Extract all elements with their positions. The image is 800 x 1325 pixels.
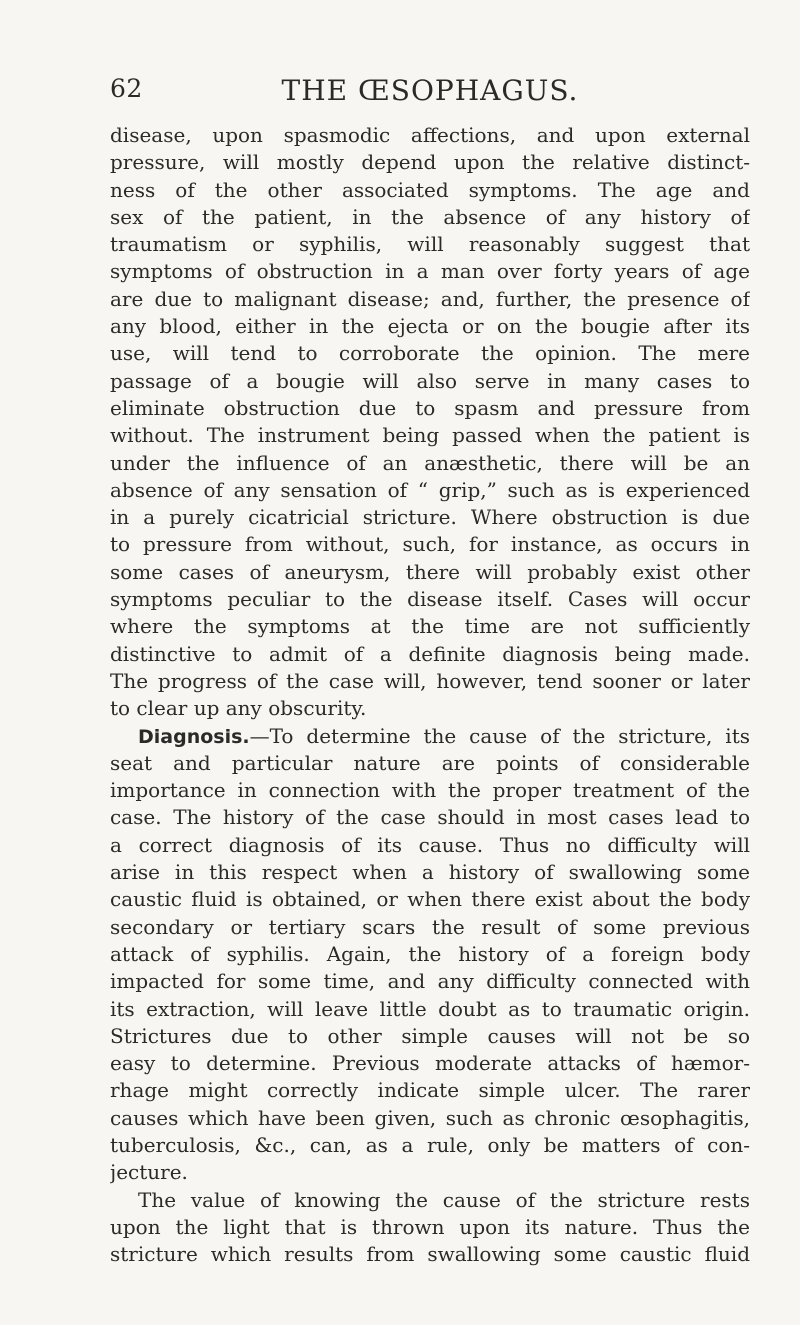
text-line: in a purely cicatricial stricture. Where obstruction is due: [110, 505, 750, 530]
text-line: arise in this respect when a history of swallowing some: [110, 860, 750, 885]
text-line: without. The instrument being passed when the patient is: [110, 423, 750, 448]
text-line: pressure, will mostly depend upon the relative distinct-: [110, 150, 750, 175]
text-line: a correct diagnosis of its cause. Thus no difficulty will: [110, 832, 750, 857]
text-line: eliminate obstruction due to spasm and pressure from: [110, 395, 750, 420]
text-line: where the symptoms at the time are not sufficiently: [110, 614, 750, 639]
text-line: passage of a bougie will also serve in many cases to: [110, 368, 750, 393]
paragraph-value: [110, 1187, 750, 1269]
running-head: THE ŒSOPHAGUS.: [281, 74, 579, 107]
text-line: impacted for some time, and any difficulty connected with: [110, 969, 750, 994]
paragraph-diagnosis-body: [110, 750, 750, 1187]
text-line: upon the light that is thrown upon its nature. Thus the: [110, 1214, 750, 1239]
paragraph-diagnosis: [110, 723, 750, 1187]
text-line: secondary or tertiary scars the result of some previous: [110, 914, 750, 939]
text-line-rest: —To determine the cause of the stricture, its: [249, 723, 750, 748]
text-line: ness of the other associated symptoms. The age and: [110, 177, 750, 202]
text-line: easy to determine. Previous moderate attacks of hæmor-: [110, 1051, 750, 1076]
text-line: rhage might correctly indicate simple ulcer. The rarer: [110, 1078, 750, 1103]
text-line: seat and particular nature are points of considerable: [110, 750, 750, 775]
text-line: to pressure from without, such, for instance, as occurs in: [110, 532, 750, 557]
page-number: 62: [110, 74, 143, 103]
text-line: some cases of aneurysm, there will probably exist other: [110, 559, 750, 584]
text-line: Strictures due to other simple causes will not be so: [110, 1023, 750, 1048]
text-line: symptoms peculiar to the disease itself. Cases will occur: [110, 587, 750, 612]
paragraph-continued: [110, 122, 750, 723]
text-line: any blood, either in the ejecta or on the bougie after its: [110, 314, 750, 339]
text-line: disease, upon spasmodic affections, and upon external: [110, 123, 750, 147]
text-line: symptoms of obstruction in a man over forty years of age: [110, 259, 750, 284]
text-line: The value of knowing the cause of the stricture rests: [138, 1187, 750, 1212]
text-line: The progress of the case will, however, tend sooner or later: [110, 668, 750, 693]
text-line: traumatism or syphilis, will reasonably suggest that: [110, 232, 750, 257]
text-line: attack of syphilis. Again, the history of a foreign body: [110, 941, 750, 966]
text-line: its extraction, will leave little doubt as to traumatic origin.: [110, 996, 750, 1021]
text-line: case. The history of the case should in most cases lead to: [110, 805, 750, 830]
text-line: stricture which results from swallowing some caustic fluid: [110, 1242, 750, 1267]
text-line: caustic fluid is obtained, or when there exist about the body: [110, 887, 750, 912]
text-line: tuberculosis, &c., can, as a rule, only be matters of con-: [110, 1132, 750, 1157]
text-line: importance in connection with the proper treatment of the: [110, 778, 750, 803]
text-line: absence of any sensation of “ grip,” such as is experienced: [110, 477, 750, 502]
section-heading-diagnosis: Diagnosis.: [138, 725, 250, 748]
text-line: sex of the patient, in the absence of any history of: [110, 204, 750, 229]
text-line: use, will tend to corroborate the opinion. The mere: [110, 341, 750, 366]
text-line: are due to malignant disease; and, further, the presence of: [110, 286, 750, 311]
text-line: [110, 723, 750, 750]
body-text: [110, 122, 750, 1268]
text-line: under the influence of an anæsthetic, there will be an: [110, 450, 750, 475]
text-line: jecture.: [110, 1160, 188, 1185]
text-line: causes which have been given, such as chronic œsophagitis,: [110, 1105, 750, 1130]
page-header: [110, 74, 750, 108]
text-line: distinctive to admit of a definite diagnosis being made.: [110, 641, 750, 666]
text-line: to clear up any obscurity.: [110, 696, 367, 721]
